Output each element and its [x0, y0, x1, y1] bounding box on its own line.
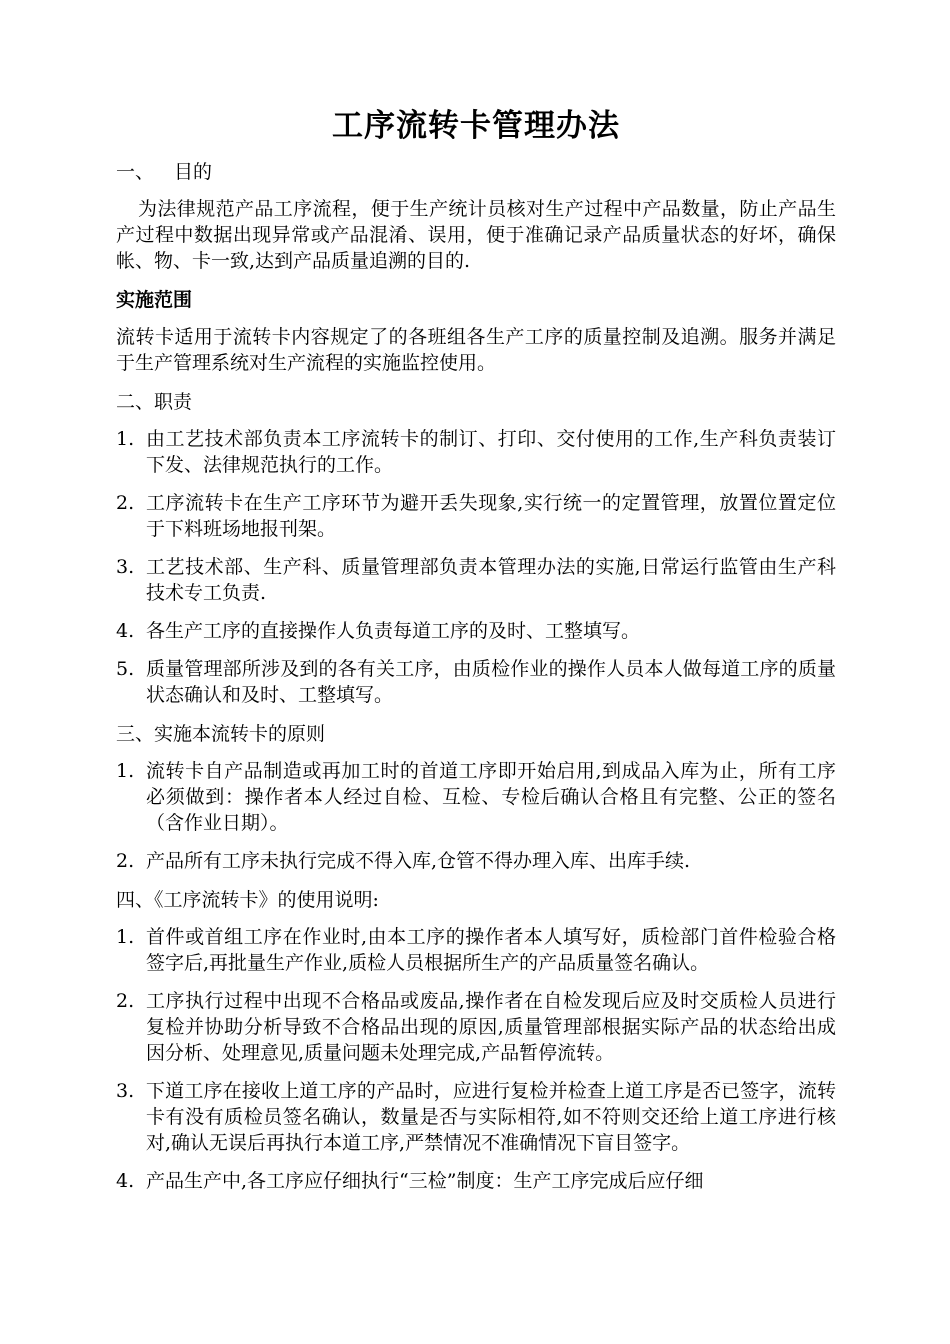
list-item: [116, 1168, 836, 1194]
item-number: 1.: [116, 760, 135, 782]
item-number: 3.: [116, 1080, 135, 1102]
list-item: [116, 924, 836, 976]
list-item: [116, 490, 836, 542]
document-page: [116, 104, 836, 1206]
item-number: 4.: [116, 1170, 135, 1192]
item-number: 5.: [116, 658, 135, 680]
item-text: 产品所有工序未执行完成不得入库,仓管不得办理入库、出库手续.: [146, 850, 691, 872]
item-text: 产品生产中,各工序应仔细执行“三检”制度：生产工序完成后应仔细: [146, 1170, 704, 1192]
item-number: 2.: [116, 492, 135, 514]
scope-heading: 实施范围: [116, 289, 193, 311]
usage-list: [116, 924, 836, 1194]
item-text: 流转卡自产品制造或再加工时的首道工序即开始启用,到成品入库为止，所有工序必须做到：操作者本人经过自检、互检、专检后确认合格且有完整、公正的签名（含作业日期）。: [146, 760, 836, 834]
section-number: 一、: [116, 161, 155, 183]
principles-list: [116, 758, 836, 874]
item-text: 工序流转卡在生产工序环节为避开丢失现象,实行统一的定置管理，放置位置定位于下料班场地报刊架。: [146, 492, 836, 540]
scope-paragraph: 流转卡适用于流转卡内容规定了的各班组各生产工序的质量控制及追溯。服务并满足于生产管理系统对生产流程的实施监控使用。: [116, 326, 836, 374]
list-item: [116, 848, 836, 874]
list-item: [116, 988, 836, 1066]
list-item: [116, 1078, 836, 1156]
item-text: 工艺技术部、生产科、质量管理部负责本管理办法的实施,日常运行监管由生产科技术专工负责.: [146, 556, 836, 604]
responsibility-heading: 二、职责: [116, 391, 193, 413]
item-text: 工序执行过程中出现不合格品或废品,操作者在自检发现后应及时交质检人员进行复检并协助分析导致不合格品出现的原因,质量管理部根据实际产品的状态给出成因分析、处理意见,质量问题未处理完成,产品暂停流转。: [146, 990, 836, 1064]
page-title: 工序流转卡管理办法: [332, 108, 620, 144]
list-item: [116, 656, 836, 708]
item-text: 各生产工序的直接操作人负责每道工序的及时、工整填写。: [146, 620, 641, 642]
section-purpose-heading: [116, 158, 836, 186]
usage-heading: 四、《工序流转卡》的使用说明:: [116, 889, 379, 911]
list-item: [116, 426, 836, 478]
item-text: 由工艺技术部负责本工序流转卡的制订、打印、交付使用的工作,生产科负责装订下发、法律规范执行的工作。: [146, 428, 836, 476]
list-item: [116, 758, 836, 836]
principles-heading: 三、实施本流转卡的原则: [116, 723, 326, 745]
list-item: [116, 554, 836, 606]
item-number: 3.: [116, 556, 135, 578]
item-number: 2.: [116, 990, 135, 1012]
section-title: 目的: [174, 161, 213, 183]
item-number: 2.: [116, 850, 135, 872]
item-text: 质量管理部所涉及到的各有关工序，由质检作业的操作人员本人做每道工序的质量状态确认和及时、工整填写。: [146, 658, 836, 706]
item-number: 1.: [116, 428, 135, 450]
item-text: 首件或首组工序在作业时,由本工序的操作者本人填写好，质检部门首件检验合格签字后,再批量生产作业,质检人员根据所生产的产品质量签名确认。: [146, 926, 836, 974]
item-number: 4.: [116, 620, 135, 642]
responsibility-list: [116, 426, 836, 708]
list-item: [116, 618, 836, 644]
item-text: 下道工序在接收上道工序的产品时，应进行复检并检查上道工序是否已签字，流转卡有没有质检员签名确认，数量是否与实际相符,如不符则交还给上道工序进行核对,确认无误后再执行本道工序,严禁情况不准确情况下盲目签字。: [146, 1080, 836, 1154]
item-number: 1.: [116, 926, 135, 948]
purpose-paragraph: 为法律规范产品工序流程，便于生产统计员核对生产过程中产品数量，防止产品生产过程中数据出现异常或产品混淆、误用，便于准确记录产品质量状态的好坏，确保帐、物、卡一致,达到产品质量追溯的目的.: [116, 198, 836, 272]
